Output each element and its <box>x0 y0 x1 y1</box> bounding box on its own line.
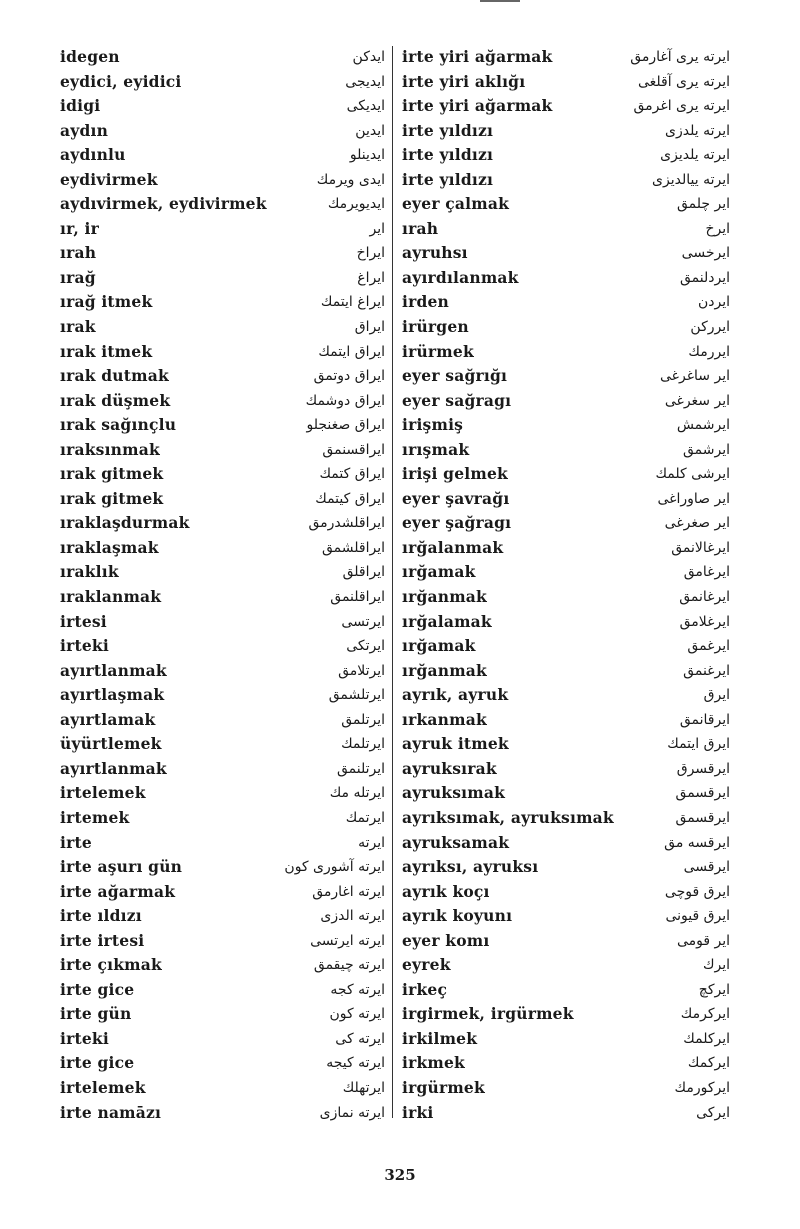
entry-ottoman-script: ایدیویرمك <box>327 196 385 213</box>
dictionary-entry <box>60 634 385 659</box>
entry-transliteration: irte irtesi <box>60 930 145 950</box>
dictionary-entry <box>402 683 730 708</box>
dictionary-entry <box>60 683 385 708</box>
dictionary-entry <box>60 241 385 266</box>
page-number: 325 <box>384 1166 416 1184</box>
entry-ottoman-script: ایرکلمك <box>683 1030 730 1047</box>
entry-transliteration: irte yıldızı <box>402 169 494 189</box>
entry-transliteration: irtelemek <box>60 783 146 803</box>
entry-transliteration: irteki <box>60 1028 109 1048</box>
entry-ottoman-script: ایدیجی <box>345 73 385 90</box>
entry-transliteration: irte ağarmak <box>60 881 176 901</box>
dictionary-entry <box>402 806 730 831</box>
entry-transliteration: ıraklaşmak <box>60 537 159 557</box>
entry-transliteration: irte yıldızı <box>402 120 494 140</box>
entry-transliteration: irte gün <box>60 1004 132 1024</box>
entry-transliteration: ırğamak <box>402 562 476 582</box>
entry-transliteration: irte ıldızı <box>60 906 142 926</box>
dictionary-entry <box>60 1101 385 1126</box>
entry-transliteration: irte namāzı <box>60 1102 162 1122</box>
dictionary-entry <box>60 953 385 978</box>
entry-ottoman-script: ایرغلامق <box>679 613 730 630</box>
entry-ottoman-script: ایررکن <box>690 319 730 336</box>
dictionary-entry <box>402 462 730 487</box>
entry-transliteration: irürmek <box>402 341 474 361</box>
entry-transliteration: ırak dutmak <box>60 366 169 386</box>
entry-transliteration: ayrıksımak, ayruksımak <box>402 807 614 827</box>
entry-ottoman-script: ایرکمك <box>687 1055 730 1072</box>
dictionary-entry <box>402 536 730 561</box>
entry-ottoman-script: ایرغالانمق <box>671 539 730 556</box>
dictionary-entry <box>402 511 730 536</box>
dictionary-entry <box>402 610 730 635</box>
entry-transliteration: idegen <box>60 47 120 66</box>
dictionary-entry <box>402 413 730 438</box>
entry-ottoman-script: ایرته <box>358 834 385 851</box>
entry-transliteration: ayırdılanmak <box>402 267 519 287</box>
entry-ottoman-script: ایر سغرغی <box>664 392 730 409</box>
entry-transliteration: eydivirmek <box>60 169 158 189</box>
entry-ottoman-script: ایرته یری اغرمق <box>633 98 730 115</box>
entry-transliteration: irkmek <box>402 1053 465 1073</box>
entry-ottoman-script: ایراقسنمق <box>322 441 385 458</box>
entry-transliteration: ayırtlamak <box>60 709 156 729</box>
entry-ottoman-script: ایرته ییالدیزی <box>652 171 730 188</box>
dictionary-entry <box>60 880 385 905</box>
dictionary-entry <box>402 1027 730 1052</box>
dictionary-entry <box>402 904 730 929</box>
entry-ottoman-script: ایر صغرغی <box>664 515 730 532</box>
dictionary-entry <box>60 217 385 242</box>
entry-transliteration: irgirmek, irgürmek <box>402 1004 574 1024</box>
entry-ottoman-script: ایدکن <box>352 49 385 65</box>
entry-ottoman-script: ایرته یری آغارمق <box>630 49 730 65</box>
dictionary-entry <box>60 389 385 414</box>
entry-transliteration: idigi <box>60 96 101 116</box>
dictionary-entry <box>402 1101 730 1126</box>
entry-ottoman-script: ایراخ <box>356 245 385 262</box>
entry-transliteration: ırak <box>60 317 96 337</box>
entry-ottoman-script: ایراق کتمك <box>319 466 385 483</box>
entry-ottoman-script: ایراقلشدرمق <box>308 515 385 532</box>
entry-transliteration: ırah <box>402 218 439 238</box>
entry-ottoman-script: ایرقسی <box>683 859 730 876</box>
dictionary-entry <box>60 732 385 757</box>
entry-transliteration: irte yıldızı <box>402 145 494 165</box>
entry-transliteration: irte aşurı gün <box>60 857 183 877</box>
entry-ottoman-script: ایرخسی <box>681 245 730 262</box>
entry-transliteration: ırak itmek <box>60 341 153 361</box>
entry-transliteration: eyer sağragı <box>402 390 512 410</box>
entry-ottoman-script: ایرشمق <box>682 441 730 458</box>
dictionary-entry <box>60 855 385 880</box>
entry-ottoman-script: ایراق صغنجلو <box>306 417 385 434</box>
entry-transliteration: irgürmek <box>402 1077 485 1097</box>
entry-transliteration: irte gice <box>60 1053 135 1073</box>
entry-transliteration: ayruk itmek <box>402 734 509 754</box>
entry-ottoman-script: ایراق <box>354 319 385 336</box>
dictionary-entry <box>60 143 385 168</box>
entry-ottoman-script: ایرقسمق <box>675 809 730 826</box>
entry-ottoman-script: ایرته آشوری کون <box>284 859 385 876</box>
dictionary-entry <box>60 315 385 340</box>
entry-transliteration: ayruhsı <box>402 243 468 263</box>
entry-transliteration: irişmiş <box>402 415 464 435</box>
dictionary-entry <box>402 119 730 144</box>
dictionary-entry <box>60 487 385 512</box>
entry-transliteration: irkeç <box>402 979 448 999</box>
entry-ottoman-script: ایر ساغرغی <box>660 368 730 385</box>
entry-transliteration: ırkanmak <box>402 709 487 729</box>
dictionary-entry <box>402 266 730 291</box>
entry-transliteration: ırğanmak <box>402 660 487 680</box>
entry-transliteration: üyürtlemek <box>60 734 162 754</box>
entry-ottoman-script: ایرکی <box>696 1104 730 1121</box>
dictionary-entry <box>402 585 730 610</box>
entry-ottoman-script: ایرتلنمق <box>336 760 385 777</box>
entry-ottoman-script: ایدین <box>355 122 385 139</box>
column-divider <box>392 46 393 1118</box>
dictionary-entry <box>60 413 385 438</box>
entry-transliteration: ırğalanmak <box>402 537 504 557</box>
left-column <box>60 45 385 1125</box>
dictionary-entry <box>402 1002 730 1027</box>
entry-transliteration: irden <box>402 292 450 312</box>
entry-transliteration: eyer şağragı <box>402 513 512 533</box>
entry-ottoman-script: ایرتکی <box>346 638 385 655</box>
entry-transliteration: irte <box>60 832 92 852</box>
entry-transliteration: ıraklık <box>60 562 119 582</box>
entry-ottoman-script: ایرتلشمق <box>328 687 385 704</box>
entry-transliteration: ıraksınmak <box>60 439 160 459</box>
entry-ottoman-script: ایرق قوچی <box>664 883 730 900</box>
entry-transliteration: ayrıksı, ayruksı <box>402 857 539 877</box>
dictionary-entry <box>60 781 385 806</box>
entry-transliteration: ırğamak <box>402 636 476 656</box>
entry-ottoman-script: ایر قومی <box>676 932 730 949</box>
dictionary-entry <box>402 708 730 733</box>
entry-ottoman-script: ایرته چیقمق <box>313 957 385 974</box>
dictionary-entry <box>60 340 385 365</box>
entry-ottoman-script: ایرتلمق <box>341 711 385 728</box>
entry-ottoman-script: ایرکرمك <box>680 1006 730 1023</box>
entry-ottoman-script: ایرتلامق <box>338 662 385 679</box>
entry-transliteration: irte çıkmak <box>60 955 162 975</box>
entry-transliteration: irki <box>402 1102 434 1122</box>
entry-ottoman-script: ایررمك <box>688 343 730 360</box>
dictionary-entry <box>60 1076 385 1101</box>
entry-transliteration: ırak gitmek <box>60 464 164 484</box>
dictionary-entry <box>402 364 730 389</box>
entry-transliteration: ırağ <box>60 267 96 287</box>
entry-transliteration: irteki <box>60 636 109 656</box>
entry-ottoman-script: ایرتسی <box>341 613 385 630</box>
dictionary-entry <box>402 831 730 856</box>
dictionary-entry <box>60 585 385 610</box>
dictionary-entry <box>402 143 730 168</box>
entry-ottoman-script: ایرته یلدیزی <box>660 147 730 164</box>
dictionary-entry <box>402 192 730 217</box>
entry-ottoman-script: ایرقسرق <box>676 760 730 777</box>
entry-ottoman-script: ایرته کیجه <box>326 1055 385 1072</box>
entry-transliteration: eyer komı <box>402 930 490 950</box>
entry-ottoman-script: ایرشمش <box>676 417 730 434</box>
entry-transliteration: ayırtlanmak <box>60 758 167 778</box>
entry-ottoman-script: ایرکورمك <box>674 1079 730 1096</box>
dictionary-entry <box>60 929 385 954</box>
dictionary-entry <box>60 806 385 831</box>
entry-ottoman-script: ایرق ایتمك <box>667 736 730 753</box>
entry-ottoman-script: ایرته یلدزی <box>665 122 730 139</box>
entry-ottoman-script: ایرکچ <box>698 981 730 998</box>
entry-transliteration: aydın <box>60 120 109 140</box>
entry-ottoman-script: ایرته الدزی <box>320 908 385 925</box>
dictionary-entry <box>402 757 730 782</box>
dictionary-entry <box>60 831 385 856</box>
entry-ottoman-script: ایراقلنمق <box>330 589 385 606</box>
dictionary-entry <box>60 659 385 684</box>
entry-ottoman-script: ایرتله مك <box>329 785 385 802</box>
entry-ottoman-script: ایرقانمق <box>679 711 730 728</box>
entry-ottoman-script: ایراق کیتمك <box>315 490 385 507</box>
dictionary-entry <box>60 708 385 733</box>
dictionary-entry <box>60 978 385 1003</box>
dictionary-entry <box>402 168 730 193</box>
dictionary-entry <box>402 978 730 1003</box>
entry-transliteration: aydıvirmek, eydivirmek <box>60 194 267 214</box>
dictionary-entry <box>402 217 730 242</box>
dictionary-entry <box>60 511 385 536</box>
entry-ottoman-script: ایر <box>369 220 385 237</box>
top-edge-mark <box>480 0 520 2</box>
entry-transliteration: ayırtlaşmak <box>60 685 165 705</box>
dictionary-entry <box>60 364 385 389</box>
dictionary-entry <box>402 1051 730 1076</box>
entry-transliteration: ırğalamak <box>402 611 492 631</box>
entry-ottoman-script: ایرته ایرتسی <box>310 932 385 949</box>
entry-transliteration: ıraklaşdurmak <box>60 513 190 533</box>
entry-ottoman-script: ایراق دوشمك <box>305 392 385 409</box>
entry-ottoman-script: ایرته یری آقلغی <box>637 73 730 90</box>
entry-ottoman-script: ایرغنمق <box>683 662 730 679</box>
entry-ottoman-script: ایرتلمك <box>341 736 385 753</box>
dictionary-entry <box>60 94 385 119</box>
entry-transliteration: eyer sağrığı <box>402 366 508 386</box>
dictionary-entry <box>402 560 730 585</box>
entry-transliteration: ayrık, ayruk <box>402 685 509 705</box>
dictionary-entry <box>402 1076 730 1101</box>
dictionary-entry <box>60 1051 385 1076</box>
entry-transliteration: irte gice <box>60 979 135 999</box>
dictionary-entry <box>402 781 730 806</box>
dictionary-entry <box>402 855 730 880</box>
entry-ottoman-script: ایرشی کلمك <box>655 466 730 483</box>
dictionary-entry <box>60 192 385 217</box>
entry-transliteration: irürgen <box>402 317 469 337</box>
entry-transliteration: ırışmak <box>402 439 470 459</box>
entry-ottoman-script: ایرتمك <box>345 809 385 826</box>
entry-transliteration: ırak sağınçlu <box>60 415 177 435</box>
dictionary-entry <box>60 168 385 193</box>
dictionary-entry <box>60 462 385 487</box>
entry-ottoman-script: ایراقلق <box>342 564 385 581</box>
dictionary-entry <box>402 389 730 414</box>
entry-transliteration: eyer şavrağı <box>402 488 510 508</box>
entry-transliteration: ayruksamak <box>402 832 510 852</box>
dictionary-entry <box>402 487 730 512</box>
entry-transliteration: ırğanmak <box>402 587 487 607</box>
entry-transliteration: irtesi <box>60 611 107 631</box>
dictionary-entry <box>60 560 385 585</box>
entry-transliteration: irişi gelmek <box>402 464 508 484</box>
entry-ottoman-script: ایرغامق <box>683 564 730 581</box>
dictionary-entry <box>60 290 385 315</box>
entry-ottoman-script: ایرقسه مق <box>664 834 730 851</box>
entry-transliteration: eyer çalmak <box>402 194 510 214</box>
entry-transliteration: aydınlu <box>60 145 126 165</box>
dictionary-entry <box>60 266 385 291</box>
entry-ottoman-script: ایر چلمق <box>676 196 730 213</box>
entry-ottoman-script: ایردلنمق <box>679 269 730 286</box>
entry-transliteration: irte yiri aklığı <box>402 71 526 91</box>
dictionary-entry <box>402 438 730 463</box>
entry-ottoman-script: ایرته کجه <box>330 981 385 998</box>
entry-ottoman-script: ایردن <box>697 294 730 311</box>
dictionary-entry <box>60 904 385 929</box>
dictionary-entry <box>402 94 730 119</box>
dictionary-entry <box>402 241 730 266</box>
entry-ottoman-script: ایرخ <box>705 220 730 237</box>
entry-transliteration: eydici, eyidici <box>60 71 182 91</box>
entry-ottoman-script: ایراغ ایتمك <box>320 294 385 311</box>
dictionary-entry <box>60 1027 385 1052</box>
dictionary-entry <box>402 290 730 315</box>
entry-ottoman-script: ایرته کی <box>335 1030 385 1047</box>
entry-transliteration: eyrek <box>402 955 451 975</box>
dictionary-entry <box>402 70 730 95</box>
entry-transliteration: ırak düşmek <box>60 390 171 410</box>
dictionary-entry <box>402 340 730 365</box>
entry-ottoman-script: ایرته نمازی <box>319 1104 385 1121</box>
entry-ottoman-script: ایرقسمق <box>675 785 730 802</box>
dictionary-entry <box>60 757 385 782</box>
entry-ottoman-script: ایراق ایتمك <box>318 343 385 360</box>
dictionary-entry <box>60 119 385 144</box>
entry-ottoman-script: ایرغمق <box>687 638 730 655</box>
entry-ottoman-script: ایرتهلك <box>342 1079 385 1096</box>
entry-transliteration: ayırtlanmak <box>60 660 167 680</box>
entry-transliteration: ırağ itmek <box>60 292 153 312</box>
entry-transliteration: ırak gitmek <box>60 488 164 508</box>
entry-transliteration: ayrık koyunı <box>402 906 513 926</box>
entry-ottoman-script: ایرق قیونی <box>665 908 730 925</box>
dictionary-entry <box>402 929 730 954</box>
dictionary-entry <box>402 880 730 905</box>
entry-ottoman-script: ایراق دوتمق <box>313 368 385 385</box>
entry-ottoman-script: ایرته اغارمق <box>312 883 385 900</box>
entry-ottoman-script: ایرك <box>702 957 730 974</box>
entry-transliteration: ayruksırak <box>402 758 497 778</box>
dictionary-entry <box>402 634 730 659</box>
dictionary-entry <box>402 732 730 757</box>
dictionary-entry <box>60 610 385 635</box>
dictionary-entry <box>60 438 385 463</box>
entry-transliteration: ayrık koçı <box>402 881 490 901</box>
entry-transliteration: ayruksımak <box>402 783 506 803</box>
entry-transliteration: irte yiri ağarmak <box>402 47 553 66</box>
entry-ottoman-script: ایدینلو <box>349 147 385 164</box>
entry-transliteration: irte yiri ağarmak <box>402 96 553 116</box>
entry-ottoman-script: ایر صاوراغی <box>657 490 730 507</box>
entry-ottoman-script: ایرق <box>703 687 730 704</box>
entry-transliteration: ırah <box>60 243 97 263</box>
entry-transliteration: irtemek <box>60 807 130 827</box>
entry-ottoman-script: ایدیکی <box>346 98 385 115</box>
dictionary-entry <box>402 953 730 978</box>
entry-transliteration: ır, ir <box>60 218 99 238</box>
dictionary-entry <box>402 659 730 684</box>
dictionary-entry <box>402 45 730 70</box>
dictionary-entry <box>60 1002 385 1027</box>
dictionary-entry <box>60 536 385 561</box>
entry-transliteration: irkilmek <box>402 1028 478 1048</box>
dictionary-entry <box>60 70 385 95</box>
entry-ottoman-script: ایدی ویرمك <box>316 171 385 188</box>
entry-ottoman-script: ایرغانمق <box>679 589 730 606</box>
entry-ottoman-script: ایرته کون <box>329 1006 385 1023</box>
entry-transliteration: ıraklanmak <box>60 587 162 607</box>
entry-transliteration: irtelemek <box>60 1077 146 1097</box>
dictionary-entry <box>402 315 730 340</box>
entry-ottoman-script: ایراغ <box>357 269 385 286</box>
dictionary-entry <box>60 45 385 70</box>
right-column <box>402 45 730 1125</box>
entry-ottoman-script: ایراقلشمق <box>322 539 385 556</box>
